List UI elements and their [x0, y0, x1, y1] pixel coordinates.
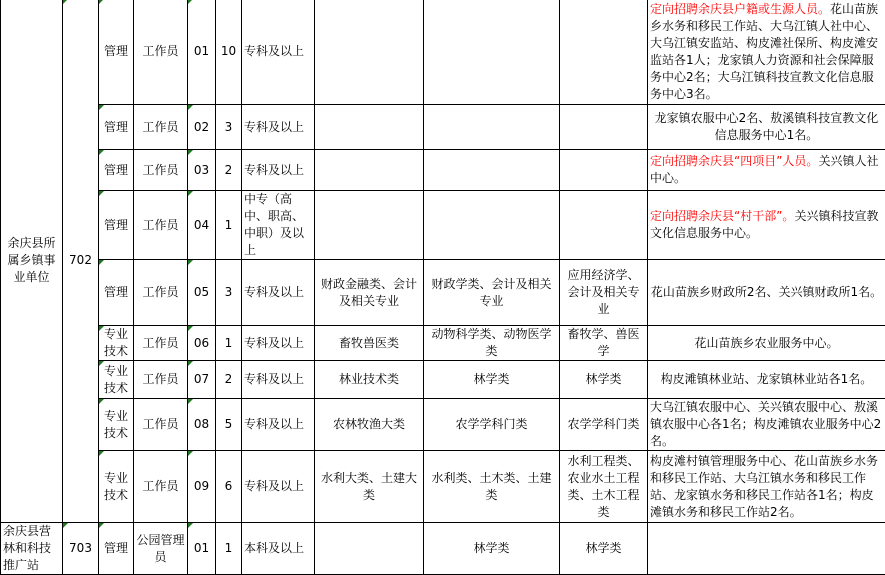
major-graduate-cell	[560, 150, 648, 191]
post-code-cell: 09	[188, 451, 216, 523]
major-undergrad-cell: 林学类	[424, 361, 560, 399]
education-cell: 专科及以上	[242, 150, 315, 191]
post-type-cell: 专业技术	[99, 399, 134, 451]
post-code-cell: 08	[188, 399, 216, 451]
note-cell	[648, 399, 885, 451]
post-name-cell: 工作员	[134, 191, 188, 260]
major-graduate-cell	[560, 0, 648, 105]
post-type-cell: 管理	[99, 150, 134, 191]
note-cell	[648, 150, 885, 191]
post-type-cell: 专业技术	[99, 451, 134, 523]
count-cell: 1	[216, 326, 242, 361]
post-code-cell: 06	[188, 326, 216, 361]
major-graduate-cell: 林学类	[560, 361, 648, 399]
note-text: 大乌江镇农服中心、关兴镇农服中心、敖溪镇农服中心各1名；构皮滩镇农业服务中心2名。	[650, 400, 881, 448]
count-cell: 6	[216, 451, 242, 523]
table-row	[1, 260, 885, 326]
major-undergrad-cell: 林学类	[424, 523, 560, 575]
post-code-cell: 05	[188, 260, 216, 326]
post-type-cell: 管理	[99, 105, 134, 150]
table-row	[1, 399, 885, 451]
count-cell: 5	[216, 399, 242, 451]
major-undergrad-cell: 动物科学类、动物医学类	[424, 326, 560, 361]
major-vocational-cell: 畜牧兽医类	[315, 326, 424, 361]
post-code-cell: 04	[188, 191, 216, 260]
note-text: 花山苗族乡水务和移民工作站、大乌江镇人社中心、大乌江镇安监站、构皮滩社保所、构皮滩安监站各1人；龙家镇人力资源和社会保障服务中心2名；大乌江镇科技宣教文化信息服务中心3名。	[650, 2, 878, 101]
education-cell: 专科及以上	[242, 361, 315, 399]
post-name-cell: 工作员	[134, 260, 188, 326]
major-vocational-cell	[315, 523, 424, 575]
post-name-cell: 工作员	[134, 451, 188, 523]
code-cell: 703	[63, 523, 99, 575]
post-type-cell: 管理	[99, 0, 134, 105]
table-row	[1, 150, 885, 191]
note-cell	[648, 260, 885, 326]
major-vocational-cell	[315, 105, 424, 150]
major-graduate-cell	[560, 191, 648, 260]
note-text: 构皮滩镇林业站、龙家镇林业站各1名。	[661, 372, 873, 386]
table-row	[1, 191, 885, 260]
major-graduate-cell: 水利工程类、农业水土工程类、土木工程类	[560, 451, 648, 523]
count-cell: 2	[216, 150, 242, 191]
post-code-cell: 03	[188, 150, 216, 191]
note-cell	[648, 191, 885, 260]
note-text: 关兴镇人社中心。	[650, 154, 878, 185]
major-vocational-cell: 农林牧渔大类	[315, 399, 424, 451]
major-undergrad-cell	[424, 150, 560, 191]
table-row	[1, 0, 885, 105]
post-name-cell: 工作员	[134, 105, 188, 150]
post-type-cell: 管理	[99, 191, 134, 260]
note-cell	[648, 523, 885, 575]
major-graduate-cell: 林学类	[560, 523, 648, 575]
note-text: 龙家镇农服中心2名、敖溪镇科技宣教文化信息服务中心1名。	[655, 111, 879, 142]
count-cell: 2	[216, 361, 242, 399]
note-text: 构皮滩村镇管理服务中心、花山苗族乡水务和移民工作站、大乌江镇水务和移民工作站、龙家镇水务和移民工作站各1名；构皮滩镇水务和移民工作站2名。	[650, 454, 878, 519]
count-cell: 1	[216, 191, 242, 260]
note-cell	[648, 361, 885, 399]
post-name-cell: 工作员	[134, 326, 188, 361]
major-vocational-cell	[315, 150, 424, 191]
count-cell: 3	[216, 260, 242, 326]
table-row	[1, 451, 885, 523]
post-type-cell: 管理	[99, 523, 134, 575]
major-graduate-cell: 畜牧学、兽医学	[560, 326, 648, 361]
table-row	[1, 361, 885, 399]
table-row	[1, 105, 885, 150]
major-undergrad-cell: 水利类、土木类、土建类	[424, 451, 560, 523]
major-undergrad-cell: 财政学类、会计及相关专业	[424, 260, 560, 326]
table-row	[1, 523, 885, 575]
note-cell	[648, 105, 885, 150]
post-name-cell: 工作员	[134, 150, 188, 191]
note-cell	[648, 451, 885, 523]
education-cell: 专科及以上	[242, 0, 315, 105]
note-cell	[648, 0, 885, 105]
post-name-cell: 工作员	[134, 0, 188, 105]
major-undergrad-cell	[424, 191, 560, 260]
post-type-cell: 管理	[99, 260, 134, 326]
major-graduate-cell: 应用经济学、会计及相关专业	[560, 260, 648, 326]
post-type-cell: 专业技术	[99, 326, 134, 361]
major-vocational-cell	[315, 191, 424, 260]
education-cell: 专科及以上	[242, 260, 315, 326]
note-text: 关兴镇科技宣教文化信息服务中心。	[650, 209, 878, 240]
major-vocational-cell: 财政金融类、会计及相关专业	[315, 260, 424, 326]
education-cell: 专科及以上	[242, 105, 315, 150]
major-vocational-cell: 水利大类、土建大类	[315, 451, 424, 523]
code-cell: 702	[63, 0, 99, 523]
major-undergrad-cell	[424, 0, 560, 105]
major-undergrad-cell	[424, 105, 560, 150]
unit-cell: 余庆县所属乡镇事业单位	[1, 0, 63, 523]
post-code-cell: 07	[188, 361, 216, 399]
education-cell: 专科及以上	[242, 326, 315, 361]
education-cell: 专科及以上	[242, 451, 315, 523]
post-name-cell: 公园管理员	[134, 523, 188, 575]
post-code-cell: 01	[188, 0, 216, 105]
note-cell	[648, 326, 885, 361]
note-red-text: 定向招聘余庆县“村干部”。	[650, 209, 794, 223]
major-vocational-cell: 林业技术类	[315, 361, 424, 399]
major-vocational-cell	[315, 0, 424, 105]
education-cell: 中专（高中、职高、中职）及以上	[242, 191, 315, 260]
post-type-cell: 专业技术	[99, 361, 134, 399]
post-name-cell: 工作员	[134, 361, 188, 399]
post-name-cell: 工作员	[134, 399, 188, 451]
note-text: 花山苗族乡农业服务中心。	[694, 336, 838, 350]
major-graduate-cell	[560, 105, 648, 150]
unit-cell: 余庆县营林和科技推广站	[1, 523, 63, 575]
post-code-cell: 01	[188, 523, 216, 575]
note-red-text: 定向招聘余庆县“四项目”人员。	[650, 154, 818, 168]
count-cell: 10	[216, 0, 242, 105]
major-undergrad-cell: 农学学科门类	[424, 399, 560, 451]
education-cell: 专科及以上	[242, 399, 315, 451]
post-code-cell: 02	[188, 105, 216, 150]
count-cell: 3	[216, 105, 242, 150]
note-text: 花山苗族乡财政所2名、关兴镇财政所1名。	[651, 285, 882, 299]
note-red-text: 定向招聘余庆县户籍或生源人员。	[650, 2, 830, 16]
major-graduate-cell: 农学学科门类	[560, 399, 648, 451]
education-cell: 本科及以上	[242, 523, 315, 575]
table-row	[1, 326, 885, 361]
count-cell: 1	[216, 523, 242, 575]
